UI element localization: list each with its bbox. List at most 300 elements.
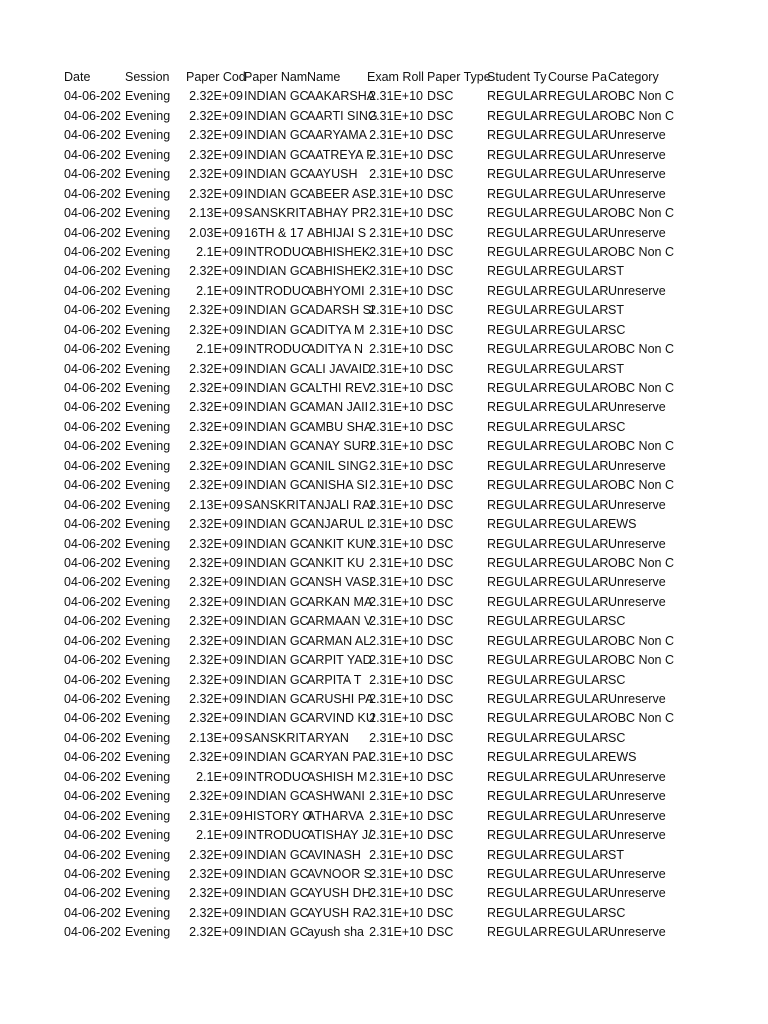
cell-paper-type: DSC: [427, 789, 454, 804]
cell-course-paper: REGULAR: [548, 614, 609, 629]
cell-paper-type: DSC: [427, 866, 454, 881]
cell-exam-roll: 2.31E+10: [369, 108, 423, 123]
cell-session: Evening: [125, 847, 171, 862]
cell-session: Evening: [125, 575, 171, 590]
cell-course-paper: REGULAR: [548, 828, 609, 843]
cell-paper-code: 2.32E+09: [189, 925, 243, 940]
cell-session: Evening: [125, 653, 171, 668]
table-row: [0, 496, 768, 515]
cell-student-type: REGULAR: [487, 769, 548, 784]
cell-course-paper: REGULAR: [548, 186, 609, 201]
cell-paper-code: 2.32E+09: [189, 167, 243, 182]
cell-date: 04-06-202: [64, 497, 121, 512]
cell-session: Evening: [125, 925, 171, 940]
cell-paper-code: 2.32E+09: [189, 750, 243, 765]
cell-paper-type: DSC: [427, 128, 454, 143]
cell-course-paper: REGULAR: [548, 750, 609, 765]
cell-paper-name: INDIAN GC: [244, 711, 309, 726]
cell-name: ANIL SING: [307, 458, 369, 473]
cell-exam-roll: 2.31E+10: [369, 808, 423, 823]
cell-paper-type: DSC: [427, 730, 454, 745]
cell-course-paper: REGULAR: [548, 478, 609, 493]
cell-session: Evening: [125, 225, 171, 240]
cell-date: 04-06-202: [64, 342, 121, 357]
cell-date: 04-06-202: [64, 244, 121, 259]
cell-paper-code: 2.32E+09: [189, 400, 243, 415]
table-row: [0, 321, 768, 340]
cell-session: Evening: [125, 750, 171, 765]
cell-paper-type: DSC: [427, 342, 454, 357]
table-row: [0, 554, 768, 573]
cell-paper-type: DSC: [427, 886, 454, 901]
table-row: [0, 243, 768, 262]
header-date: Date: [64, 70, 91, 84]
cell-category: Unreserve: [608, 925, 666, 940]
cell-exam-roll: 2.31E+10: [369, 866, 423, 881]
cell-student-type: REGULAR: [487, 594, 548, 609]
cell-exam-roll: 2.31E+10: [369, 206, 423, 221]
cell-paper-name: INDIAN GC: [244, 147, 309, 162]
cell-student-type: REGULAR: [487, 186, 548, 201]
cell-name: ayush sha: [307, 925, 364, 940]
cell-student-type: REGULAR: [487, 692, 548, 706]
cell-exam-roll: 2.31E+10: [369, 419, 423, 434]
cell-paper-name: INDIAN GC: [244, 419, 309, 434]
cell-student-type: REGULAR: [487, 808, 548, 823]
table-row: [0, 126, 768, 145]
cell-paper-type: DSC: [427, 808, 454, 823]
cell-date: 04-06-202: [64, 167, 121, 182]
cell-session: Evening: [125, 167, 171, 182]
cell-paper-code: 2.32E+09: [189, 711, 243, 726]
cell-name: ASHWANI: [307, 789, 365, 804]
cell-paper-type: DSC: [427, 89, 454, 104]
cell-category: OBC Non C: [608, 633, 674, 648]
table-row: [0, 107, 768, 126]
cell-paper-type: DSC: [427, 497, 454, 512]
cell-exam-roll: 2.31E+10: [369, 167, 423, 182]
cell-exam-roll: 2.31E+10: [369, 322, 423, 337]
cell-exam-roll: 2.31E+10: [369, 692, 423, 706]
cell-name: AYUSH RA: [307, 905, 370, 920]
cell-paper-type: DSC: [427, 108, 454, 123]
cell-category: Unreserve: [608, 692, 666, 706]
cell-paper-type: DSC: [427, 478, 454, 493]
cell-session: Evening: [125, 458, 171, 473]
table-row: [0, 593, 768, 612]
cell-session: Evening: [125, 322, 171, 337]
cell-exam-roll: 2.31E+10: [369, 303, 423, 318]
cell-date: 04-06-202: [64, 750, 121, 765]
cell-date: 04-06-202: [64, 789, 121, 804]
cell-exam-roll: 2.31E+10: [369, 711, 423, 726]
cell-paper-name: INTRODUC: [244, 828, 310, 843]
cell-date: 04-06-202: [64, 808, 121, 823]
cell-category: Unreserve: [608, 536, 666, 551]
cell-exam-roll: 2.31E+10: [369, 517, 423, 532]
cell-paper-type: DSC: [427, 167, 454, 182]
cell-paper-code: 2.32E+09: [189, 866, 243, 881]
cell-date: 04-06-202: [64, 769, 121, 784]
cell-session: Evening: [125, 381, 171, 395]
header-category: Category: [608, 70, 659, 84]
cell-exam-roll: 2.31E+10: [369, 361, 423, 376]
cell-course-paper: REGULAR: [548, 342, 609, 357]
cell-session: Evening: [125, 186, 171, 201]
cell-student-type: REGULAR: [487, 108, 548, 123]
cell-session: Evening: [125, 361, 171, 376]
cell-exam-roll: 2.31E+10: [369, 264, 423, 279]
cell-paper-name: INDIAN GC: [244, 672, 309, 687]
table-row: [0, 379, 768, 398]
cell-exam-roll: 2.31E+10: [369, 905, 423, 920]
cell-paper-code: 2.32E+09: [189, 653, 243, 668]
table-row: [0, 573, 768, 592]
cell-category: Unreserve: [608, 575, 666, 590]
cell-course-paper: REGULAR: [548, 633, 609, 648]
cell-course-paper: REGULAR: [548, 147, 609, 162]
cell-name: ARYAN PAI: [307, 750, 372, 765]
cell-paper-name: INDIAN GC: [244, 381, 309, 395]
cell-date: 04-06-202: [64, 419, 121, 434]
cell-name: ANISHA SI: [307, 478, 369, 493]
cell-student-type: REGULAR: [487, 828, 548, 843]
cell-student-type: REGULAR: [487, 361, 548, 376]
cell-session: Evening: [125, 497, 171, 512]
cell-exam-roll: 2.31E+10: [369, 925, 423, 940]
cell-paper-code: 2.1E+09: [196, 283, 243, 298]
cell-paper-type: DSC: [427, 283, 454, 298]
cell-exam-roll: 2.31E+10: [369, 614, 423, 629]
cell-paper-code: 2.32E+09: [189, 108, 243, 123]
cell-name: ABHAY PR: [307, 206, 370, 221]
cell-date: 04-06-202: [64, 283, 121, 298]
cell-student-type: REGULAR: [487, 847, 548, 862]
cell-exam-roll: 2.31E+10: [369, 478, 423, 493]
cell-student-type: REGULAR: [487, 575, 548, 590]
table-row: [0, 204, 768, 223]
cell-session: Evening: [125, 147, 171, 162]
table-row: [0, 923, 768, 942]
cell-paper-code: 2.03E+09: [189, 225, 243, 240]
cell-paper-type: DSC: [427, 419, 454, 434]
cell-session: Evening: [125, 730, 171, 745]
cell-course-paper: REGULAR: [548, 886, 609, 901]
table-row: [0, 146, 768, 165]
cell-exam-roll: 2.31E+10: [369, 128, 423, 143]
cell-course-paper: REGULAR: [548, 808, 609, 823]
cell-name: ADITYA N: [307, 342, 364, 357]
cell-category: SC: [608, 419, 626, 434]
cell-paper-name: INDIAN GC: [244, 108, 309, 123]
cell-session: Evening: [125, 886, 171, 901]
cell-paper-code: 2.32E+09: [189, 575, 243, 590]
table-row: [0, 437, 768, 456]
cell-date: 04-06-202: [64, 905, 121, 920]
cell-course-paper: REGULAR: [548, 672, 609, 687]
cell-category: SC: [608, 322, 626, 337]
table-row: [0, 748, 768, 767]
cell-name: AMBU SHA: [307, 419, 373, 434]
cell-paper-type: DSC: [427, 517, 454, 532]
cell-course-paper: REGULAR: [548, 692, 609, 706]
cell-student-type: REGULAR: [487, 789, 548, 804]
header-paper-code: Paper Cod: [186, 70, 246, 84]
cell-name: ARPIT YAD: [307, 653, 372, 668]
cell-student-type: REGULAR: [487, 89, 548, 104]
cell-exam-roll: 2.31E+10: [369, 147, 423, 162]
cell-session: Evening: [125, 517, 171, 532]
cell-category: Unreserve: [608, 186, 666, 201]
cell-date: 04-06-202: [64, 847, 121, 862]
table-row: [0, 671, 768, 690]
table-row: [0, 476, 768, 495]
cell-category: OBC Non C: [608, 653, 674, 668]
cell-date: 04-06-202: [64, 925, 121, 940]
cell-paper-code: 2.32E+09: [189, 128, 243, 143]
cell-paper-name: INDIAN GC: [244, 89, 309, 104]
cell-name: ARMAN AL: [307, 633, 371, 648]
cell-date: 04-06-202: [64, 653, 121, 668]
cell-paper-code: 2.32E+09: [189, 458, 243, 473]
cell-student-type: REGULAR: [487, 886, 548, 901]
table-row: [0, 865, 768, 884]
cell-name: AYUSH DH: [307, 886, 371, 901]
cell-paper-name: INDIAN GC: [244, 458, 309, 473]
cell-date: 04-06-202: [64, 89, 121, 104]
cell-student-type: REGULAR: [487, 147, 548, 162]
table-row: [0, 360, 768, 379]
cell-session: Evening: [125, 866, 171, 881]
cell-category: Unreserve: [608, 283, 666, 298]
cell-course-paper: REGULAR: [548, 866, 609, 881]
cell-paper-name: INDIAN GC: [244, 264, 309, 279]
cell-category: Unreserve: [608, 497, 666, 512]
cell-date: 04-06-202: [64, 594, 121, 609]
cell-date: 04-06-202: [64, 225, 121, 240]
spreadsheet: [0, 68, 768, 943]
cell-paper-type: DSC: [427, 186, 454, 201]
cell-date: 04-06-202: [64, 108, 121, 123]
cell-date: 04-06-202: [64, 886, 121, 901]
cell-name: ANAY SURI: [307, 439, 374, 454]
cell-exam-roll: 2.31E+10: [369, 730, 423, 745]
cell-date: 04-06-202: [64, 692, 121, 706]
cell-paper-type: DSC: [427, 439, 454, 454]
cell-paper-code: 2.32E+09: [189, 322, 243, 337]
cell-paper-code: 2.32E+09: [189, 439, 243, 454]
table-row: [0, 846, 768, 865]
cell-exam-roll: 2.31E+10: [369, 886, 423, 901]
cell-student-type: REGULAR: [487, 614, 548, 629]
cell-session: Evening: [125, 789, 171, 804]
cell-paper-type: DSC: [427, 847, 454, 862]
cell-name: ARVIND KU: [307, 711, 375, 726]
cell-paper-name: INDIAN GC: [244, 167, 309, 182]
cell-paper-type: DSC: [427, 400, 454, 415]
cell-category: SC: [608, 905, 626, 920]
cell-exam-roll: 2.31E+10: [369, 769, 423, 784]
cell-category: Unreserve: [608, 167, 666, 182]
cell-name: AARTI SING: [307, 108, 378, 123]
cell-category: Unreserve: [608, 128, 666, 143]
cell-paper-code: 2.32E+09: [189, 536, 243, 551]
cell-paper-name: INDIAN GC: [244, 633, 309, 648]
cell-student-type: REGULAR: [487, 555, 548, 570]
cell-date: 04-06-202: [64, 322, 121, 337]
cell-course-paper: REGULAR: [548, 244, 609, 259]
cell-paper-name: 16TH & 17: [244, 225, 304, 240]
header-name: Name: [307, 70, 341, 84]
cell-paper-code: 2.13E+09: [189, 730, 243, 745]
cell-session: Evening: [125, 439, 171, 454]
table-row: [0, 884, 768, 903]
cell-paper-name: INTRODUC: [244, 283, 310, 298]
cell-paper-type: DSC: [427, 225, 454, 240]
cell-paper-name: INDIAN GC: [244, 322, 309, 337]
cell-date: 04-06-202: [64, 536, 121, 551]
cell-session: Evening: [125, 711, 171, 726]
cell-course-paper: REGULAR: [548, 128, 609, 143]
cell-exam-roll: 2.31E+10: [369, 594, 423, 609]
cell-course-paper: REGULAR: [548, 711, 609, 726]
cell-paper-code: 2.32E+09: [189, 517, 243, 532]
cell-course-paper: REGULAR: [548, 89, 609, 104]
cell-paper-code: 2.1E+09: [196, 769, 243, 784]
cell-course-paper: REGULAR: [548, 769, 609, 784]
table-row: [0, 301, 768, 320]
cell-paper-name: INDIAN GC: [244, 594, 309, 609]
cell-name: ABHIJAI S: [307, 225, 367, 240]
cell-exam-roll: 2.31E+10: [369, 847, 423, 862]
table-row: [0, 515, 768, 534]
cell-name: AARYAMA: [307, 128, 367, 143]
cell-course-paper: REGULAR: [548, 458, 609, 473]
cell-student-type: REGULAR: [487, 653, 548, 668]
cell-student-type: REGULAR: [487, 283, 548, 298]
cell-category: OBC Non C: [608, 711, 674, 726]
cell-category: OBC Non C: [608, 342, 674, 357]
cell-paper-type: DSC: [427, 711, 454, 726]
table-row: [0, 807, 768, 826]
cell-category: ST: [608, 361, 624, 376]
cell-date: 04-06-202: [64, 866, 121, 881]
cell-paper-name: INDIAN GC: [244, 866, 309, 881]
cell-paper-name: INDIAN GC: [244, 789, 309, 804]
header-row: [0, 68, 768, 87]
cell-course-paper: REGULAR: [548, 555, 609, 570]
cell-course-paper: REGULAR: [548, 536, 609, 551]
cell-date: 04-06-202: [64, 458, 121, 473]
cell-session: Evening: [125, 536, 171, 551]
cell-paper-code: 2.32E+09: [189, 303, 243, 318]
cell-paper-name: SANSKRIT: [244, 730, 307, 745]
cell-name: AVINASH: [307, 847, 361, 862]
cell-session: Evening: [125, 692, 171, 706]
cell-course-paper: REGULAR: [548, 381, 609, 395]
cell-name: ARYAN: [307, 730, 349, 745]
cell-course-paper: REGULAR: [548, 905, 609, 920]
cell-session: Evening: [125, 342, 171, 357]
cell-paper-code: 2.13E+09: [189, 497, 243, 512]
cell-paper-name: INDIAN GC: [244, 517, 309, 532]
table-row: [0, 904, 768, 923]
cell-paper-code: 2.32E+09: [189, 89, 243, 104]
cell-paper-code: 2.32E+09: [189, 672, 243, 687]
cell-student-type: REGULAR: [487, 167, 548, 182]
cell-paper-name: SANSKRIT: [244, 206, 307, 221]
cell-exam-roll: 2.31E+10: [369, 89, 423, 104]
cell-category: SC: [608, 730, 626, 745]
cell-paper-code: 2.32E+09: [189, 905, 243, 920]
cell-name: ASHISH M: [307, 769, 368, 784]
cell-session: Evening: [125, 206, 171, 221]
cell-course-paper: REGULAR: [548, 400, 609, 415]
table-row: [0, 729, 768, 748]
cell-paper-name: INDIAN GC: [244, 905, 309, 920]
cell-exam-roll: 2.31E+10: [369, 653, 423, 668]
cell-exam-roll: 2.31E+10: [369, 828, 423, 843]
cell-category: Unreserve: [608, 458, 666, 473]
cell-category: Unreserve: [608, 808, 666, 823]
cell-student-type: REGULAR: [487, 633, 548, 648]
cell-date: 04-06-202: [64, 186, 121, 201]
cell-paper-name: INDIAN GC: [244, 614, 309, 629]
cell-paper-type: DSC: [427, 322, 454, 337]
cell-exam-roll: 2.31E+10: [369, 283, 423, 298]
cell-paper-type: DSC: [427, 750, 454, 765]
cell-paper-code: 2.32E+09: [189, 186, 243, 201]
cell-student-type: REGULAR: [487, 400, 548, 415]
cell-paper-type: DSC: [427, 614, 454, 629]
cell-course-paper: REGULAR: [548, 653, 609, 668]
cell-category: OBC Non C: [608, 381, 674, 395]
table-row: [0, 535, 768, 554]
table-row: [0, 632, 768, 651]
cell-category: Unreserve: [608, 886, 666, 901]
cell-paper-code: 2.32E+09: [189, 381, 243, 395]
cell-paper-type: DSC: [427, 828, 454, 843]
cell-paper-name: INTRODUC: [244, 244, 310, 259]
cell-paper-type: DSC: [427, 244, 454, 259]
cell-paper-name: INDIAN GC: [244, 886, 309, 901]
cell-date: 04-06-202: [64, 128, 121, 143]
header-session: Session: [125, 70, 170, 84]
cell-paper-name: INDIAN GC: [244, 536, 309, 551]
cell-paper-code: 2.32E+09: [189, 555, 243, 570]
cell-exam-roll: 2.31E+10: [369, 555, 423, 570]
cell-category: Unreserve: [608, 594, 666, 609]
cell-paper-code: 2.32E+09: [189, 478, 243, 493]
table-row: [0, 787, 768, 806]
cell-name: ANJALI RAI: [307, 497, 374, 512]
cell-category: OBC Non C: [608, 439, 674, 454]
cell-name: AATREYA F: [307, 147, 374, 162]
cell-paper-type: DSC: [427, 264, 454, 279]
cell-session: Evening: [125, 769, 171, 784]
cell-date: 04-06-202: [64, 614, 121, 629]
cell-paper-code: 2.1E+09: [196, 244, 243, 259]
cell-course-paper: REGULAR: [548, 108, 609, 123]
cell-course-paper: REGULAR: [548, 322, 609, 337]
cell-paper-type: DSC: [427, 905, 454, 920]
cell-course-paper: REGULAR: [548, 303, 609, 318]
cell-date: 04-06-202: [64, 517, 121, 532]
cell-session: Evening: [125, 594, 171, 609]
cell-date: 04-06-202: [64, 381, 121, 395]
header-paper-type: Paper Type: [427, 70, 491, 84]
cell-date: 04-06-202: [64, 400, 121, 415]
